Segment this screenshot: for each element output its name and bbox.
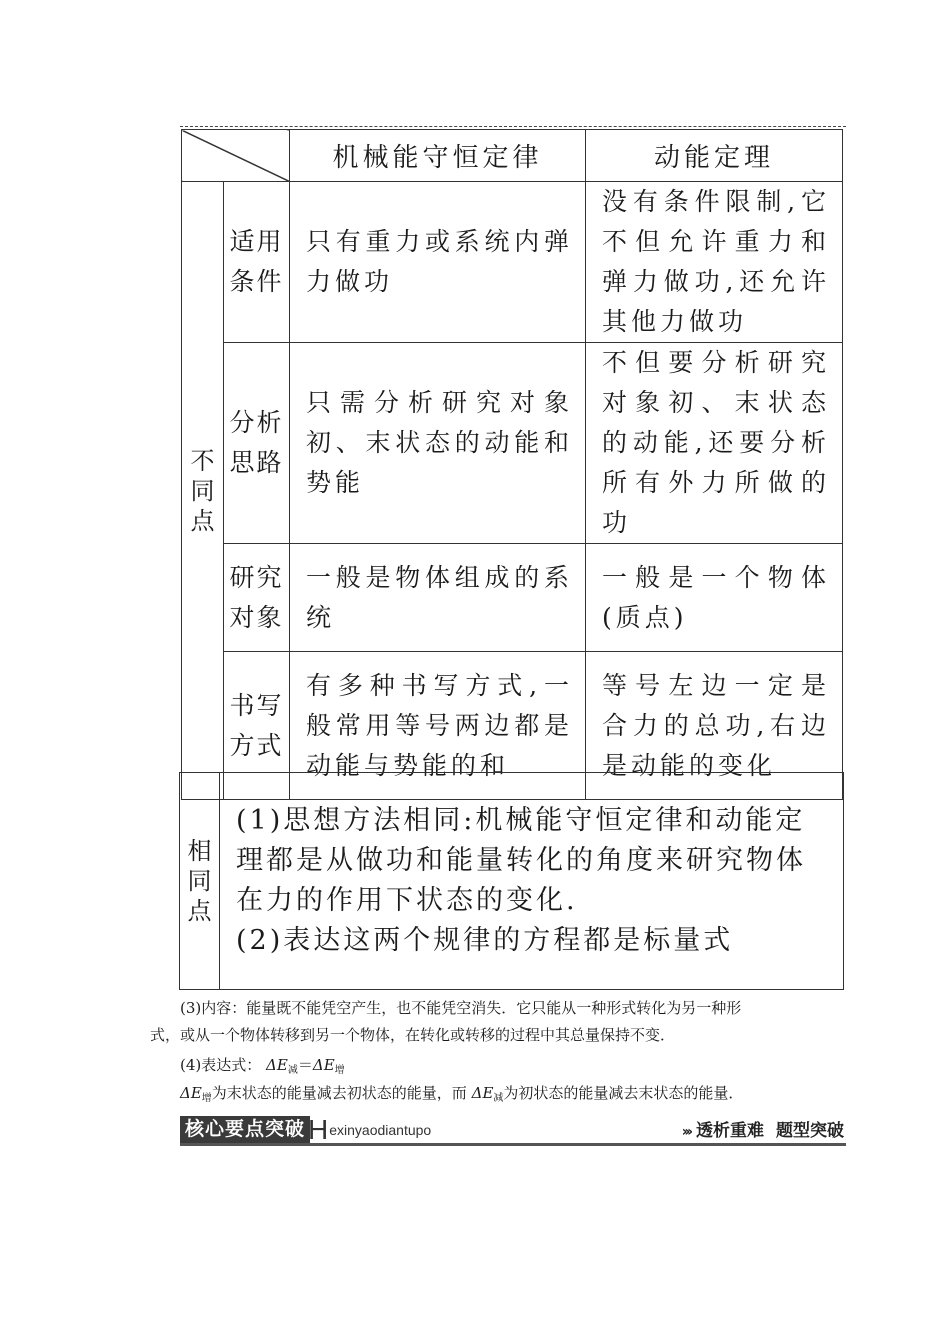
row-label: 书写 方式	[224, 652, 290, 800]
similarities-text	[220, 773, 844, 990]
delta-symbol: Δ	[471, 1084, 483, 1102]
similarity-point-2: (2)表达这两个规律的方程都是标量式	[236, 925, 734, 956]
description-text-b: 为初状态的能量减去末状态的能量．	[503, 1084, 744, 1102]
row-label: 分析 思路	[224, 343, 290, 544]
delta-symbol: Δ	[266, 1056, 277, 1074]
delta-symbol: Δ	[180, 1084, 191, 1102]
table-cell: 一般是物体组成的系统	[290, 544, 586, 652]
table-cell: 有多种书写方式,一般常用等号两边都是动能与势能的和	[290, 652, 586, 800]
expression-line	[180, 1053, 345, 1083]
subscript-increase: 增	[201, 1093, 212, 1104]
table-row	[182, 544, 843, 652]
table-cell: 没有条件限制,它不但允许重力和弹力做功,还允许其他力做功	[586, 182, 843, 343]
content-paragraph-line-1: (3)内容：能量既不能凭空产生，也不能凭空消失．它只能从一种形式转化为另一种形	[180, 999, 742, 1017]
row-label: 研究 对象	[224, 544, 290, 652]
table-cell: 一般是一个物体(质点)	[586, 544, 843, 652]
subscript-increase: 增	[334, 1065, 345, 1076]
top-dashed-rule	[180, 126, 846, 127]
table-cell: 只有重力或系统内弹力做功	[290, 182, 586, 343]
tagline-part-1: 透析重难	[696, 1121, 764, 1141]
pinyin-rest: exinyaodiantupo	[329, 1122, 432, 1138]
expression-description	[180, 1081, 743, 1111]
energy-symbol: E	[482, 1084, 494, 1102]
pinyin-initial: H	[308, 1114, 329, 1145]
expression-label: (4)表达式：	[180, 1056, 262, 1074]
table-row	[182, 182, 843, 343]
equals-sign: ＝	[297, 1056, 313, 1074]
similarity-point-1: (1)思想方法相同:机械能守恒定律和动能定理都是从做功和能量转化的角度来研究物体在力的作用下状态的变化.	[236, 805, 806, 916]
banner-title: 核心要点突破	[180, 1116, 310, 1143]
group-label-differences: 不 同 点	[182, 182, 224, 800]
content-paragraph-line-2: 式，或从一个物体转移到另一个物体，在转化或转移的过程中其总量保持不变．	[150, 1026, 676, 1044]
table-cell: 只需分析研究对象初、末状态的动能和势能	[290, 343, 586, 544]
header-mechanical-energy: 机械能守恒定律	[290, 130, 586, 182]
table-row	[182, 343, 843, 544]
energy-symbol: E	[190, 1084, 202, 1102]
comparison-table	[181, 129, 843, 800]
section-banner	[180, 1116, 846, 1146]
subscript-decrease: 减	[287, 1065, 298, 1076]
banner-pinyin	[308, 1114, 432, 1145]
delta-symbol: Δ	[312, 1056, 324, 1074]
energy-symbol: E	[276, 1056, 288, 1074]
table-header-row	[182, 130, 843, 182]
diagonal-corner-cell	[182, 130, 290, 182]
tagline-part-2: 题型突破	[776, 1121, 844, 1141]
banner-tagline	[682, 1118, 844, 1145]
description-text-a: 为末状态的能量减去初状态的能量，而	[211, 1084, 467, 1102]
subscript-decrease: 减	[493, 1093, 504, 1104]
row-label: 适用 条件	[224, 182, 290, 343]
table-cell: 等号左边一定是合力的总功,右边是动能的变化	[586, 652, 843, 800]
header-kinetic-energy-theorem: 动能定理	[586, 130, 843, 182]
chevrons-icon: ›››	[681, 1124, 690, 1140]
table-cell: 不但要分析研究对象初、末状态的动能,还要分析所有外力所做的功	[586, 343, 843, 544]
group-label-similarities: 相 同 点	[180, 773, 220, 990]
similarities-box	[179, 772, 844, 990]
energy-symbol: E	[323, 1056, 335, 1074]
